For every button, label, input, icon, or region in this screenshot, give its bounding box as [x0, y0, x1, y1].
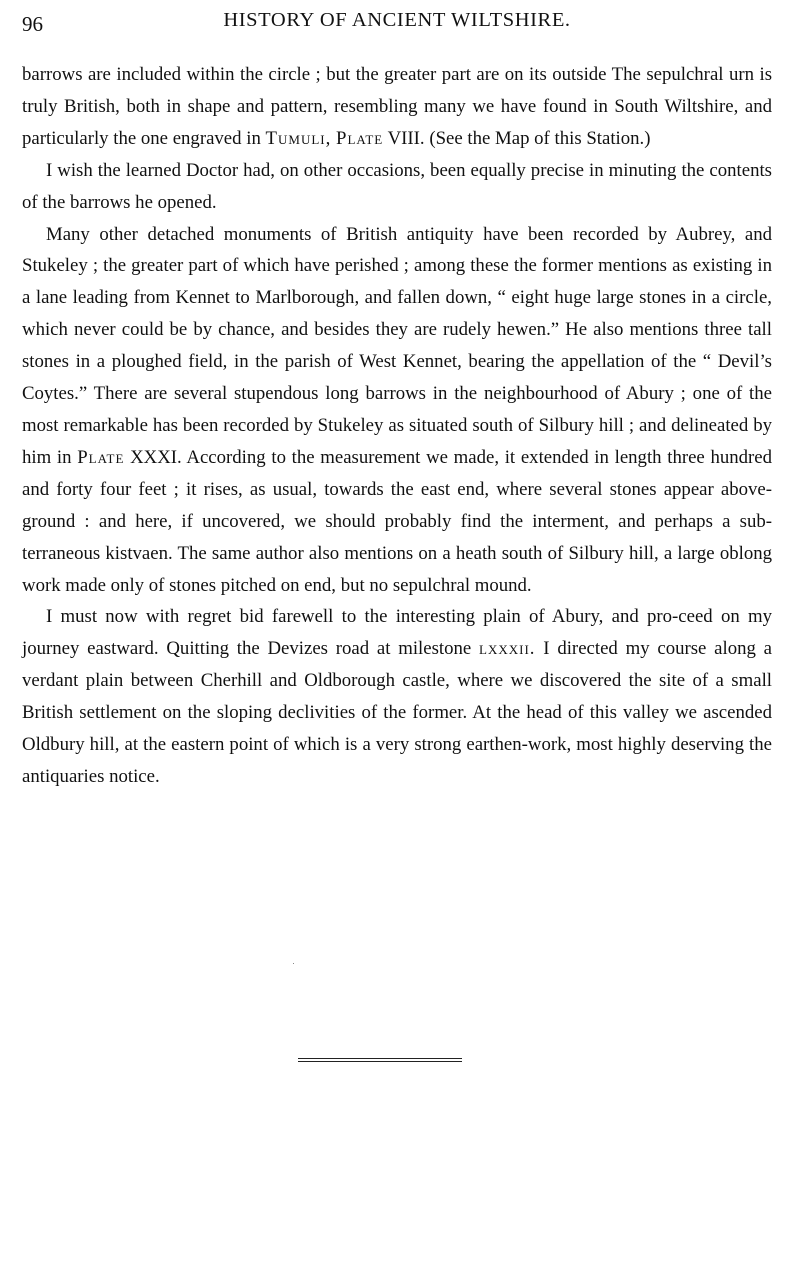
- paragraph-2-text: I wish the learned Doctor had, on other occasions, been equally precise in minuting the contents of the barrows he opened.: [22, 159, 772, 213]
- plate-reference: Plate: [336, 127, 384, 149]
- paragraph-4: [22, 601, 772, 792]
- print-speck: [293, 963, 294, 964]
- page-number: 96: [22, 12, 43, 36]
- body-text: [22, 59, 772, 793]
- paragraph-3-text-b: XXXI. According to the measurement we made, it extended in length three hundred and forty four feet ; it rises, as usual, towards the east end, where several stones appear above-ground : and here, if uncovered, we should probably find the interment, and perhaps a sub-terraneous kistvaen. The same author also mentions on a heath south of Silbury hill, a large oblong work made only of stones pitched on end, but no sepulchral mound.: [22, 446, 772, 596]
- page: [22, 0, 773, 787]
- paragraph-1-text-c: VIII. (See the Map of this Station.): [383, 127, 651, 149]
- paragraph-2: [22, 155, 772, 219]
- paragraph-3-text-a: Many other detached monuments of British antiquity have been recorded by Aubrey, and Stukeley ; the greater part of which have perished ; among these the former mentions as existing in a lane leading from Kennet to Marlborough, and fallen down, “ eight huge large stones in a circle, which never could be by chance, and besides they are rudely hewen.” He also mentions three tall stones in a ploughed field, in the parish of West Kennet, bearing the appellation of the “ Devil’s Coytes.” There are several stupendous long barrows in the neighbourhood of Abury ; one of the most remarkable has been recorded by Stukeley as situated south of Silbury hill ; and delineated by him in: [22, 223, 772, 468]
- paragraph-4-text-a: I must now with regret bid farewell to the interesting plain of Abury, and pro-ceed on my journey eastward. Quitting the Devizes road at milestone: [22, 606, 772, 660]
- page-header: [22, 0, 772, 40]
- plate-reference: Plate: [77, 446, 125, 468]
- paragraph-1: [22, 59, 772, 155]
- tumuli-reference: Tumuli,: [265, 127, 332, 149]
- paragraph-3: [22, 219, 772, 602]
- end-rule-divider: [298, 1058, 462, 1062]
- paragraph-4-text-b: I directed my course along a verdant plain between Cherhill and Oldborough castle, where we discovered the site of a small British settlement on the sloping declivities of the former. At the head of this valley we ascended Oldbury hill, at the eastern point of which is a very strong earthen-work, most highly deserving the antiquaries notice.: [22, 638, 773, 787]
- paragraph-1-text-a: barrows are included within the circle ; but the greater part are on its outside The sepulchral urn is truly British, both in shape and pattern, resembling many we have found in South Wiltshire, and particularly the one engraved in: [22, 64, 772, 149]
- milestone-numeral: lxxxii.: [479, 638, 536, 660]
- running-title: HISTORY OF ANCIENT WILTSHIRE.: [223, 9, 571, 31]
